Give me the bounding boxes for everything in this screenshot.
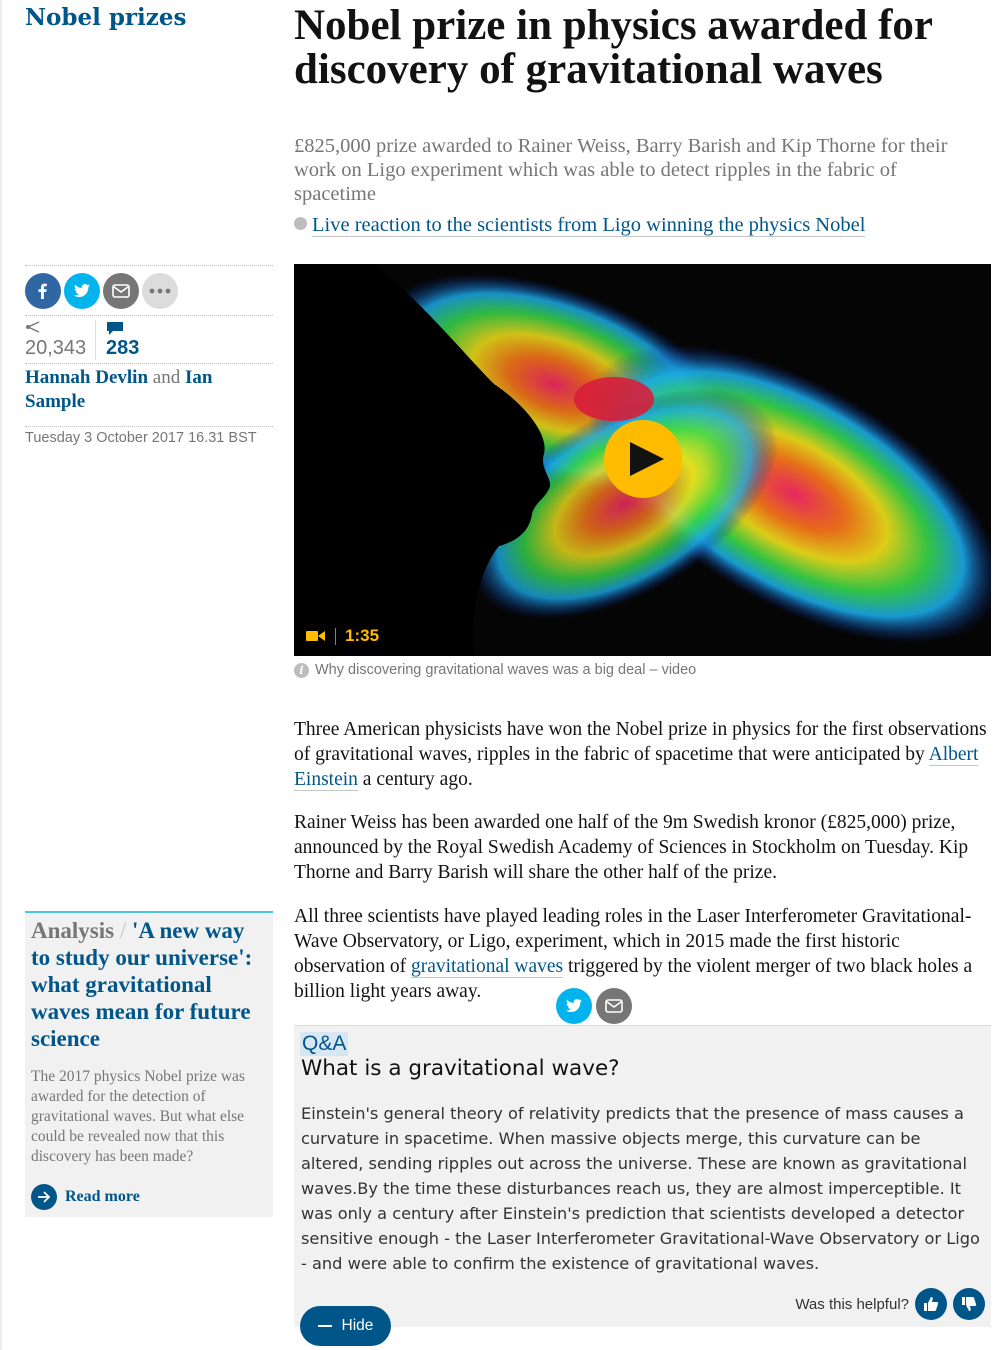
author-link[interactable]: Ian Sample [25,367,213,412]
dateline: Tuesday 3 October 2017 16.31 BST [25,430,257,446]
video-caption-text: Why discovering gravitational waves was a big deal – video [315,662,697,678]
comment-icon [106,321,124,337]
facebook-icon [35,282,51,300]
hide-button[interactable] [300,1306,391,1346]
facebook-share-button[interactable] [25,273,61,309]
share-buttons [25,273,178,309]
qa-title: What is a gravitational wave? [301,1056,620,1081]
email-share-button[interactable] [596,988,632,1024]
analysis-title[interactable] [31,917,267,1052]
headline: Nobel prize in physics awarded for discovery of gravitational waves [294,2,933,93]
live-reaction-link-text[interactable]: Live reaction to the scientists from Ligo winning the physics Nobel [312,214,866,236]
video-player[interactable] [294,264,991,656]
video-duration [306,626,379,646]
floating-share-buttons [556,988,632,1024]
helpful-feedback [795,1288,985,1320]
minus-icon [318,1325,332,1327]
twitter-share-button[interactable] [556,988,592,1024]
share-count-icon [25,320,41,334]
thumbs-down-icon [961,1296,977,1312]
twitter-share-button[interactable] [64,273,100,309]
divider [25,315,273,316]
twitter-icon [565,998,583,1014]
kicker-separator: / [119,918,127,943]
email-icon [604,998,624,1014]
comment-count-link[interactable]: 283 [106,337,140,359]
bullet-icon [294,217,307,230]
arrow-right-icon [31,1184,57,1210]
read-more-label[interactable]: Read more [65,1188,140,1205]
byline-conjunction: and [152,367,181,388]
qa-body: Einstein's general theory of relativity predicts that the presence of mass causes a curvature in spacetime. When massive objects merge, this curvature can be altered, sending ripples out across the universe. These are known as gravitational waves.By the time these disturbances reach us, they are almost imperceptible. It was only a century after Einstein's prediction that scientists developed a detector sensitive enough - the Laser Interferometer Gravitational-Wave Observatory or Ligo - and were able to confirm the existence of gravitational waves. [301,1104,980,1273]
email-share-button[interactable] [103,273,139,309]
info-icon: i [294,663,309,678]
gravitational-waves-link[interactable]: gravitational waves [410,956,564,977]
more-icon [149,288,171,294]
thumbs-up-icon [923,1296,939,1312]
video-duration-text: 1:35 [345,626,380,645]
count-divider [95,320,96,360]
einstein-link[interactable]: Albert Einstein [294,744,979,790]
analysis-trail: The 2017 physics Nobel prize was awarded for the detection of gravitational waves. But what else could be revealed now that this discovery has been made? [31,1068,245,1165]
qa-label: Q&A [302,1032,347,1055]
duration-separator [335,628,336,645]
body-paragraph: Rainer Weiss has been awarded one half of the 9m Swedish kronor (£825,000) prize, announced by the Royal Swedish Academy of Sciences in Stockholm on Tuesday. Kip Thorne and Barry Barish will share the other half of the prize. [294,812,969,883]
paragraph-text: a century ago. [357,769,473,790]
twitter-icon [73,283,91,299]
hide-label: Hide [341,1317,374,1334]
qa-box [294,1025,991,1327]
left-border [0,0,2,1350]
analysis-headline[interactable]: 'A new way to study our universe': what gravitational waves mean for future science [31,918,253,1051]
read-more-link[interactable] [31,1184,140,1210]
video-caption [294,662,696,678]
email-icon [111,283,131,299]
section-link[interactable]: Nobel prizes [25,4,187,31]
paragraph-text: Three American physicists have won the Nobel prize in physics for the first observations of gravitational waves, ripples in the fabric of spacetime that were anticipated by [294,719,987,765]
paragraph-text: All three scientists have played leading roles in the Laser Interferometer Gravitational-Wave Observatory, or Ligo, experiment, which in 2015 made the first historic observation of [294,906,972,977]
thumbs-up-button[interactable] [915,1288,947,1320]
byline [25,366,273,414]
thumbs-down-button[interactable] [953,1288,985,1320]
share-count: 20,343 [25,337,87,359]
more-share-button[interactable] [142,273,178,309]
divider [25,426,273,427]
analysis-kicker: Analysis [31,918,115,943]
video-camera-icon [306,629,326,643]
standfirst: £825,000 prize awarded to Rainer Weiss, Barry Barish and Kip Thorne for their work on Ligo experiment which was able to detect ripples in the fabric of spacetime [294,135,948,205]
live-reaction-link[interactable] [294,212,974,238]
play-button[interactable] [604,420,682,498]
analysis-card[interactable] [25,911,273,1217]
helpful-label: Was this helpful? [795,1295,909,1313]
body-paragraph [294,717,989,792]
author-link[interactable]: Hannah Devlin [25,367,149,388]
paragraph-text: triggered by the violent merger of two black holes a billion light years away. [294,956,973,1002]
divider [25,265,273,266]
divider [25,363,273,364]
body-paragraph [294,904,989,1004]
